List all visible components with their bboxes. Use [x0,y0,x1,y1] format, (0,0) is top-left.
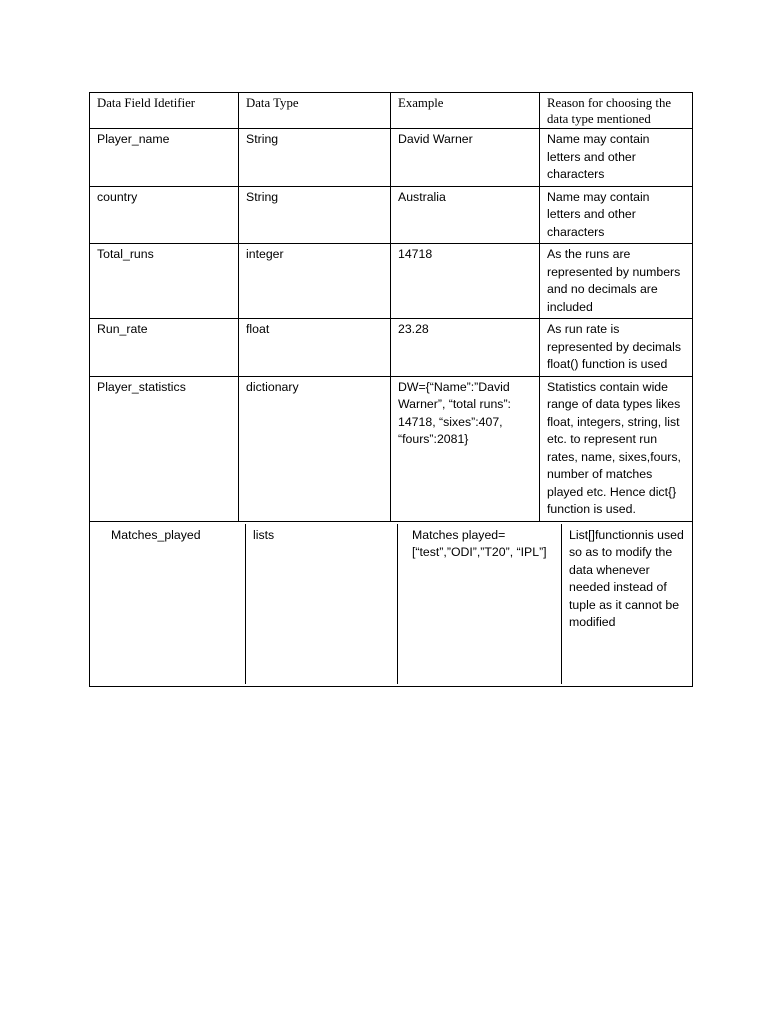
table-cell: Statistics contain wide range of data types likes float, integers, string, list etc. to represent run rates, name, sixes,fours, number of matches played etc. Hence dict{} function is used. [540,376,693,521]
table-row [90,521,693,686]
table-row [90,244,693,319]
table-cell: Player_name [90,129,239,187]
table-cell: 14718 [391,244,540,319]
header-cell-field-identifier: Data Field Idetifier [90,93,239,129]
header-cell-example: Example [391,93,540,129]
table-cell: String [239,186,391,244]
table-cell: Australia [391,186,540,244]
table-row-split-container [90,521,693,686]
table-cell: Total_runs [90,244,239,319]
table-cell: country [90,186,239,244]
table-cell: float [239,319,391,377]
header-cell-reason: Reason for choosing the data type mentioned [540,93,693,129]
table-cell: Name may contain letters and other characters [540,186,693,244]
table-cell: As run rate is represented by decimals float() function is used [540,319,693,377]
table-cell: String [239,129,391,187]
table-cell: integer [239,244,391,319]
table-row [90,129,693,187]
table-cell: As the runs are represented by numbers and no decimals are included [540,244,693,319]
table-row [90,376,693,521]
table-header-row [90,93,693,129]
header-cell-data-type: Data Type [239,93,391,129]
table-cell: List[]functionnis used so as to modify the data whenever needed instead of tuple as it cannot be modified [569,527,684,629]
table-cell: David Warner [391,129,540,187]
table-cell: Matches_played [97,524,246,684]
table-cell: Run_rate [90,319,239,377]
table-row [90,186,693,244]
table-cell: Matches played=[“test”,”ODI”,”T20”, “IPL”] [398,524,562,684]
table-cell: dictionary [239,376,391,521]
table-cell: lists [246,524,398,684]
table-row [90,319,693,377]
table-cell: Player_statistics [90,376,239,521]
table-cell: 23.28 [391,319,540,377]
data-type-table [89,92,693,687]
split-row-wrap [97,524,686,684]
table-cell: Name may contain letters and other characters [540,129,693,187]
table-cell: DW={“Name”:”David Warner”, “total runs”: 14718, “sixes”:407, “fours”:2081} [391,376,540,521]
